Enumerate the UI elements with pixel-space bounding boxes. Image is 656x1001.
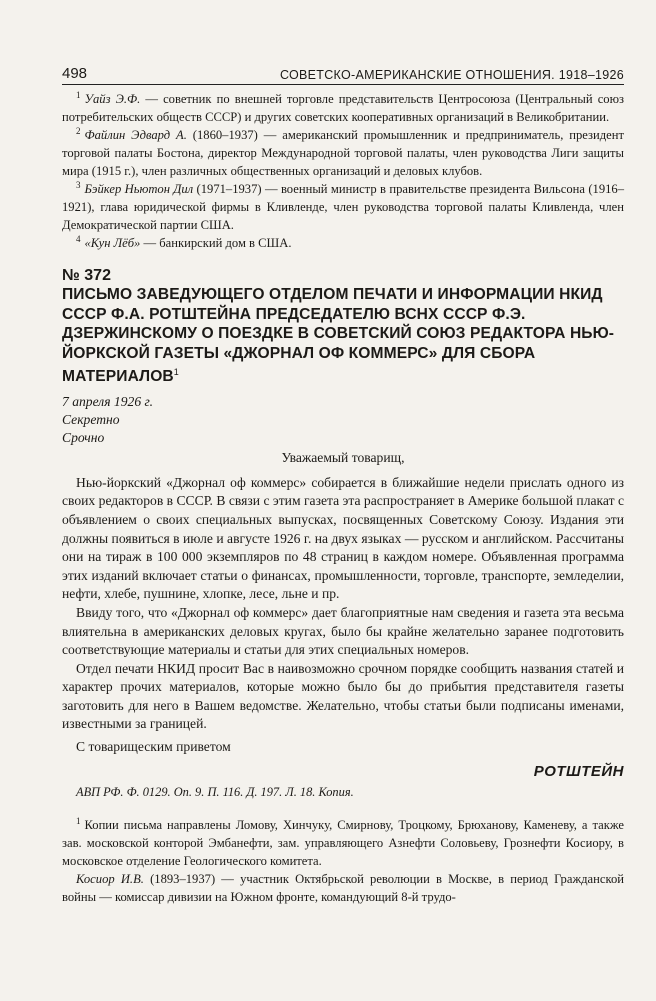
- document-number: № 372: [62, 267, 111, 284]
- archive-reference: АВП РФ. Ф. 0129. Оп. 9. П. 116. Д. 197. Л. 18. Копия.: [76, 785, 354, 800]
- running-title: СОВЕТСКО-АМЕРИКАНСКИЕ ОТНОШЕНИЯ. 1918–1926: [279, 68, 624, 82]
- urgency-mark: Срочно: [62, 430, 105, 446]
- footnote-2: $^2$ Файлин Эдвард А. (1860–1937) — американский промышленник и предприниматель, президент торговой палаты Бостона, директор Международной торговой палаты, член руководства Лиги защиты мира (1915 г.), член различных общественных организаций и деловых клубов.: [62, 125, 624, 178]
- document-title: ПИСЬМО ЗАВЕДУЮЩЕГО ОТДЕЛОМ ПЕЧАТИ И ИНФОРМАЦИИ НКИД СССР Ф.А. РОТШТЕЙНА ПРЕДСЕДАТЕЛЮ ВСНХ СССР Ф.Э. ДЗЕРЖИНСКОМУ О ПОЕЗДКЕ В СОВЕТСКИЙ СОЮЗ РЕДАКТОРА НЬЮ-ЙОРКСКОЙ ГАЗЕТЫ «ДЖОРНАЛ ОФ КОММЕРС» ДЛЯ СБОРА МАТЕРИАЛОВ$^1$: [62, 286, 615, 386]
- footnote-1: $^1$ Уайз Э.Ф. — советник по внешней торговле представительств Центросоюза (Центральный союз потребительских обществ СССР) и других советских кооперативных организаций в Великобритании.: [62, 89, 624, 124]
- body-paragraph-1: Нью-йоркский «Джорнал оф коммерс» собирается в ближайшие недели прислать одного из своих редакторов в СССР. В связи с этим газета эта распространяет в Америке большой плакат с объявлением о своих специальных выпусках, посвященных Советскому Союзу. Издания эти должны появиться в июле и августе 1926 г. на двух языках — русском и английском. Рассчитаны они на тираж в 100 000 экземпляров по 48 страниц в каждом номере. Объявленная программа этих изданий включает статьи о финансах, промышленности, торговле, транспорте, земледелии, нефти, хлебе, пушнине, хлопке, лесе, льне и пр.: [62, 474, 624, 602]
- top-footnotes: [62, 90, 624, 252]
- bottom-footnote-1: $^1$ Копии письма направлены Ломову, Хинчуку, Смирнову, Троцкому, Брюханову, Каменеву, а также зав. московской конторой Эмбанефти, зам. управляющего Азнефти Соловьеву, Грознефти Косиору, в московское отделение Геологического комитета.: [62, 815, 624, 868]
- signature: РОТШТЕЙН: [533, 762, 624, 780]
- bottom-footnote-2: Косиор И.В. (1893–1937) — участник Октябрьской революции в Москве, в период Гражданской войны — комиссар дивизии на Южном фронте, командующий 8-й трудо-: [62, 871, 624, 904]
- secrecy-mark: Секретно: [62, 412, 120, 428]
- bottom-footnotes: [62, 816, 624, 906]
- page-header: [62, 60, 624, 85]
- greeting: Уважаемый товарищ,: [281, 450, 405, 466]
- body-paragraph-2: Ввиду того, что «Джорнал оф коммерс» дает благоприятные нам сведения и газета эта весьма влиятельна в американских деловых кругах, было бы крайне желательно заранее подготовить соответствующие материалы и статьи для этих специальных номеров.: [62, 604, 624, 658]
- document-meta: [62, 393, 624, 447]
- page-number: 498: [62, 65, 88, 82]
- footnote-3: $^3$ Бэйкер Ньютон Дил (1971–1937) — военный министр в правительстве президента Вильсона (1916–1921), глава юридической фирмы в Кливленде, член руководства торговой палаты Кливленда, член Демократической партии США.: [62, 179, 625, 232]
- footnote-4: $^4$ «Кун Лёб» — банкирский дом в США.: [76, 233, 292, 250]
- page-content: [62, 90, 624, 906]
- body-paragraph-3: Отдел печати НКИД просит Вас в наивозможно срочном порядке сообщить названия статей и характер прочих материалов, которые можно было бы до прибытия представителя газеты заготовить для него в Вашем ведомстве. Желательно, чтобы статьи были подписаны именами, известными за границей.: [62, 660, 624, 732]
- closing: С товарищеским приветом: [76, 739, 231, 755]
- title-footnote-mark: 1: [173, 367, 179, 378]
- document-date: 7 апреля 1926 г.: [62, 394, 154, 410]
